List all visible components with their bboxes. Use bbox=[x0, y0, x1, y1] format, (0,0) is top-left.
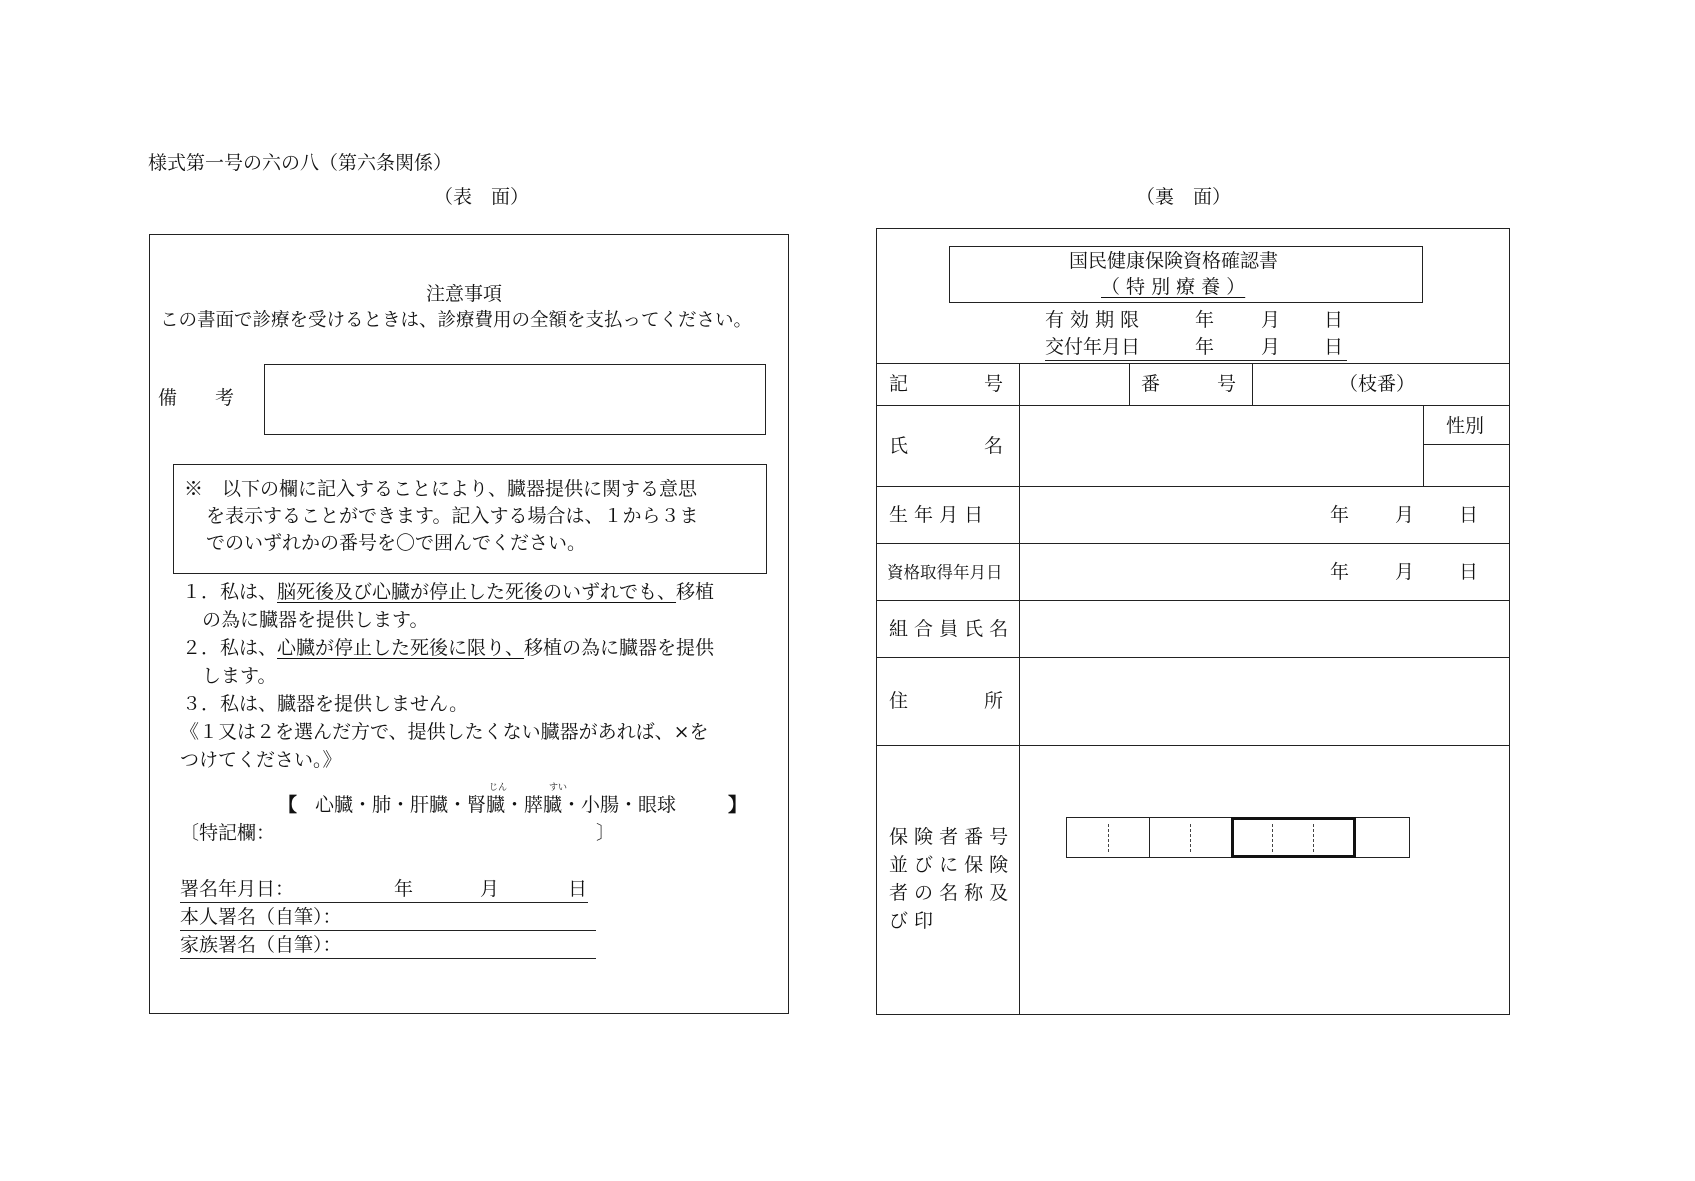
organ-note-line3: でのいずれかの番号を〇で囲んでください。 bbox=[206, 532, 587, 554]
address-label: 住 所 bbox=[889, 690, 1004, 712]
option-2: ２．私は、心臓が停止した死後に限り、移植の為に臓器を提供 bbox=[182, 637, 715, 659]
address-field[interactable] bbox=[1021, 659, 1507, 743]
organ-note-line1: ※ 以下の欄に記入することにより、臓器提供に関する意思 bbox=[184, 478, 698, 500]
ruby-pancreas: すい bbox=[549, 783, 568, 793]
option-2-underlined: 心臓が停止した死後に限り、 bbox=[277, 637, 525, 659]
signature-year: 年 bbox=[394, 878, 414, 900]
row-divider bbox=[877, 657, 1509, 658]
signature-date-label: 署名年月日： bbox=[180, 878, 295, 900]
back-side-label: （裏 面） bbox=[1136, 186, 1232, 208]
qualification-month: 月 bbox=[1395, 561, 1415, 583]
insurer-label-1: 保 険 者 番 号 bbox=[889, 826, 1009, 848]
issue-day: 日 bbox=[1324, 336, 1344, 358]
family-signature-label: 家族署名（自筆）： bbox=[180, 934, 342, 956]
digit-separator bbox=[1190, 824, 1191, 852]
birth-month: 月 bbox=[1395, 504, 1415, 526]
organ-note-line2: を表示することができます。記入する場合は、１から３ま bbox=[206, 505, 699, 527]
insurer-label-2: 並 び に 保 険 bbox=[889, 854, 1009, 876]
issue-year: 年 bbox=[1195, 336, 1215, 358]
validity-label: 有 効 期 限 bbox=[1045, 309, 1140, 331]
symbol-label: 記 号 bbox=[889, 373, 1004, 395]
row-divider bbox=[877, 363, 1509, 364]
member-name-label: 組 合 員 氏 名 bbox=[889, 618, 1009, 640]
row-divider bbox=[877, 745, 1509, 746]
insurer-label-3: 者 の 名 称 及 bbox=[889, 882, 1009, 904]
option-3: ３．私は、臓器を提供しません。 bbox=[182, 693, 469, 715]
organ-bracket-close: 】 bbox=[728, 794, 748, 816]
option-2-line2: します。 bbox=[202, 665, 277, 687]
organ-exclude-note-2: つけてください。》 bbox=[180, 749, 342, 771]
signature-month: 月 bbox=[480, 878, 500, 900]
special-notes-field[interactable] bbox=[282, 820, 602, 846]
special-notes-label: 〔特記欄： bbox=[180, 822, 276, 844]
option-1: １．私は、脳死後及び心臓が停止した死後のいずれでも、移植 bbox=[182, 581, 715, 603]
doc-subtitle: （ 特 別 療 養 ） bbox=[1101, 276, 1246, 298]
col-divider bbox=[1129, 363, 1130, 405]
qualification-year: 年 bbox=[1330, 561, 1350, 583]
highlighted-digit-group bbox=[1231, 817, 1356, 858]
form-title: 様式第一号の六の八（第六条関係） bbox=[148, 152, 453, 174]
branch-label: （枝番） bbox=[1339, 373, 1416, 395]
organ-note-box bbox=[173, 464, 767, 574]
sex-column-divider bbox=[1423, 405, 1424, 486]
issue-date-underline bbox=[1045, 360, 1347, 361]
self-signature-line[interactable] bbox=[180, 930, 596, 931]
special-notes-close: 〕 bbox=[596, 822, 616, 844]
doc-title-box bbox=[949, 246, 1423, 303]
label-column-divider bbox=[1019, 363, 1020, 1014]
row-divider bbox=[877, 405, 1509, 406]
doc-title: 国民健康保険資格確認書 bbox=[1069, 250, 1279, 272]
option-1-underlined: 脳死後及び心臓が停止した死後のいずれでも、 bbox=[277, 581, 677, 603]
signature-day: 日 bbox=[568, 878, 588, 900]
self-signature-label: 本人署名（自筆）： bbox=[180, 906, 342, 928]
qualification-date-label: 資格取得年月日 bbox=[887, 563, 1003, 582]
name-label: 氏 名 bbox=[889, 435, 1004, 457]
signature-date-line[interactable] bbox=[180, 902, 588, 903]
family-signature-line[interactable] bbox=[180, 958, 596, 959]
sex-label: 性別 bbox=[1446, 415, 1485, 437]
issue-date-label: 交付年月日 bbox=[1045, 336, 1141, 358]
organ-bracket-open: 【 bbox=[278, 794, 298, 816]
qualification-day: 日 bbox=[1459, 561, 1479, 583]
remarks-field[interactable] bbox=[264, 364, 766, 435]
remarks-label: 備 考 bbox=[158, 387, 235, 409]
col-divider bbox=[1252, 363, 1253, 405]
validity-year: 年 bbox=[1195, 309, 1215, 331]
sex-field[interactable] bbox=[1425, 446, 1507, 484]
organ-list[interactable]: 心臓・肺・肝臓・腎臓・膵臓・小腸・眼球 bbox=[315, 794, 677, 816]
digit-separator bbox=[1108, 824, 1109, 852]
option-1-line2: の為に臓器を提供します。 bbox=[202, 609, 429, 631]
birth-year: 年 bbox=[1330, 504, 1350, 526]
member-name-field[interactable] bbox=[1021, 602, 1507, 655]
back-panel bbox=[876, 228, 1510, 1015]
digit-cell-divider bbox=[1149, 818, 1150, 857]
symbol-field[interactable] bbox=[1021, 365, 1127, 403]
front-side-label: （表 面） bbox=[434, 186, 530, 208]
notice-text: この書面で診療を受けるときは、診療費用の全額を支払ってください。 bbox=[160, 310, 753, 331]
insurer-number-boxes[interactable] bbox=[1066, 817, 1410, 858]
organ-exclude-note-1: 《１又は２を選んだ方で、提供したくない臓器があれば、×を bbox=[180, 721, 709, 743]
number-label: 番 号 bbox=[1141, 373, 1237, 395]
row-divider bbox=[877, 486, 1509, 487]
sex-divider bbox=[1423, 444, 1509, 445]
name-field[interactable] bbox=[1021, 407, 1421, 484]
issue-month: 月 bbox=[1261, 336, 1281, 358]
row-divider bbox=[877, 543, 1509, 544]
birth-date-label: 生 年 月 日 bbox=[889, 504, 984, 526]
validity-day: 日 bbox=[1324, 309, 1344, 331]
row-divider bbox=[877, 600, 1509, 601]
notice-title: 注意事項 bbox=[426, 283, 503, 305]
insurer-label-4: び 印 bbox=[889, 910, 934, 932]
validity-month: 月 bbox=[1261, 309, 1281, 331]
ruby-kidney: じん bbox=[489, 783, 508, 793]
front-panel bbox=[149, 234, 789, 1014]
birth-day: 日 bbox=[1459, 504, 1479, 526]
